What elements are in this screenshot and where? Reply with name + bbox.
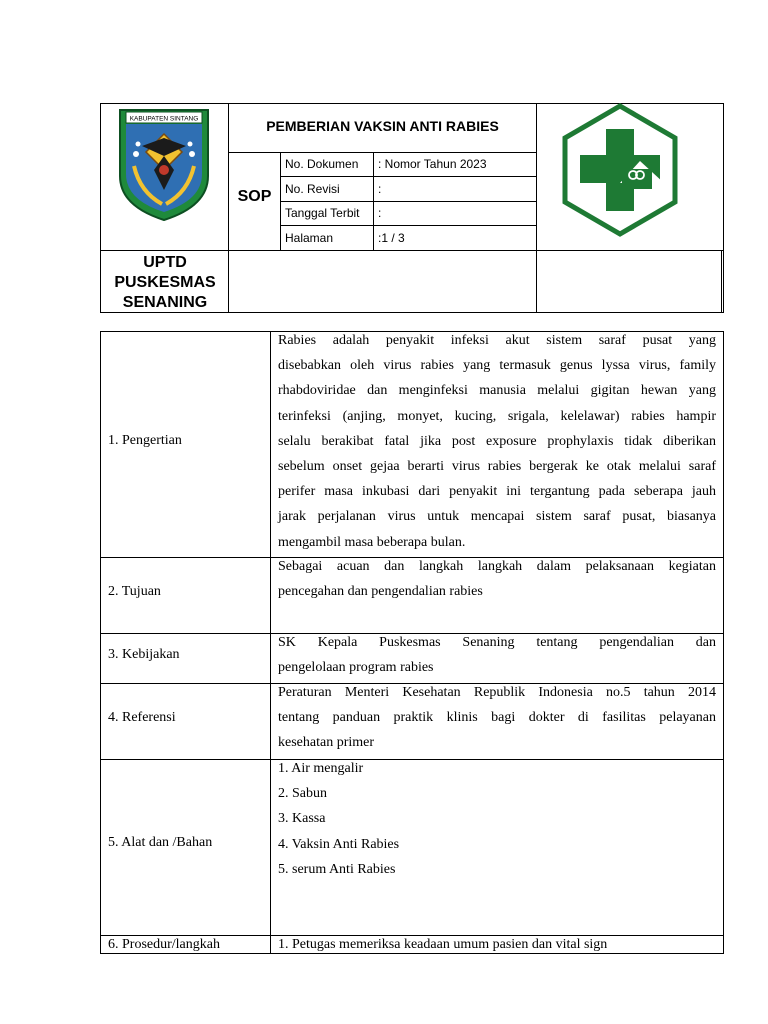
- section-label-kebijakan: 3. Kebijakan: [108, 647, 180, 662]
- meta-label-halaman: Halaman: [285, 231, 334, 245]
- meta-label-no-dokumen: No. Dokumen: [285, 157, 359, 171]
- section-label-pengertian: 1. Pengertian: [108, 433, 182, 448]
- meta-value-no-dokumen: : Nomor Tahun 2023: [378, 157, 487, 171]
- meta-label-no-revisi: No. Revisi: [285, 182, 340, 196]
- body-line: jarak perjalanan virus untuk mencapai sistem saraf pusat, biasanya: [278, 509, 716, 525]
- organization-name: [101, 253, 229, 313]
- body-line: Sebagai acuan dan langkah langkah dalam pelaksanaan kegiatan: [278, 559, 716, 574]
- section-list-alat-bahan: [278, 756, 716, 882]
- body-line: pencegahan dan pengendalian rabies: [278, 584, 483, 600]
- organization-line-3: SENANING: [122, 294, 208, 311]
- body-line: SK Kepala Puskesmas Senaning tentang pengendalian dan: [278, 635, 716, 650]
- list-item: 4. Vaksin Anti Rabies: [278, 836, 400, 852]
- section-label-referensi: 4. Referensi: [108, 710, 176, 725]
- body-line: mengambil masa beberapa bulan.: [278, 534, 466, 550]
- section-body-kebijakan: [278, 630, 716, 680]
- kabupaten-label: KABUPATEN SINTANG: [129, 115, 199, 123]
- organization-line-2: PUSKESMAS: [114, 274, 216, 291]
- meta-label-tanggal-terbit: Tanggal Terbit: [285, 206, 360, 220]
- section-body-pengertian: [278, 328, 716, 555]
- section-label-tujuan: 2. Tujuan: [108, 584, 161, 599]
- body-line: selalu berakibat fatal jika post exposure prophylaxis tidak diberikan: [278, 433, 716, 449]
- body-line: pengelolaan program rabies: [278, 660, 434, 676]
- body-line: sebelum onset gejaa berarti virus rabies bergerak ke otak melalui saraf: [278, 459, 716, 475]
- body-line: Rabies adalah penyakit infeksi akut sistem saraf pusat yang: [278, 333, 716, 348]
- list-item: 5. serum Anti Rabies: [278, 861, 396, 877]
- body-line: Peraturan Menteri Kesehatan Republik Indonesia no.5 tahun 2014: [278, 685, 716, 700]
- body-line: disebabkan oleh virus rabies yang termasuk genus lyssa virus, family: [278, 358, 716, 374]
- list-item: 2. Sabun: [278, 786, 327, 802]
- body-line: perifer masa inkubasi dari penyakit ini tergantung pada seberapa jauh: [278, 484, 716, 500]
- section-body-referensi: [278, 680, 716, 756]
- document-title: PEMBERIAN VAKSIN ANTI RABIES: [266, 118, 499, 134]
- sop-label: SOP: [237, 188, 272, 205]
- list-item: 1. Air mengalir: [278, 761, 364, 776]
- meta-value-no-revisi: :: [378, 182, 382, 196]
- meta-value-tanggal-terbit: :: [378, 206, 382, 220]
- organization-line-1: UPTD: [143, 254, 187, 271]
- list-item: 1. Petugas memeriksa keadaan umum pasien dan vital sign: [278, 937, 608, 952]
- section-body-tujuan: [278, 554, 716, 604]
- section-label-prosedur: 6. Prosedur/langkah: [108, 937, 220, 952]
- body-line: tentang panduan praktik klinis bagi dokter di fasilitas pelayanan: [278, 710, 716, 726]
- body-line: rhabdoviridae dan menginfeksi manusia melalui gigitan hewan yang: [278, 383, 716, 399]
- list-item: 3. Kassa: [278, 811, 326, 827]
- kabupaten-sintang-logo: [112, 106, 216, 224]
- section-label-alat-bahan: 5. Alat dan /Bahan: [108, 835, 213, 850]
- body-line: terinfeksi (anjing, monyet, kucing, srigala, kelelawar) rabies hampir: [278, 408, 716, 424]
- puskesmas-logo: [560, 103, 680, 237]
- body-line: kesehatan primer: [278, 735, 375, 751]
- meta-value-halaman: :1 / 3: [378, 231, 405, 245]
